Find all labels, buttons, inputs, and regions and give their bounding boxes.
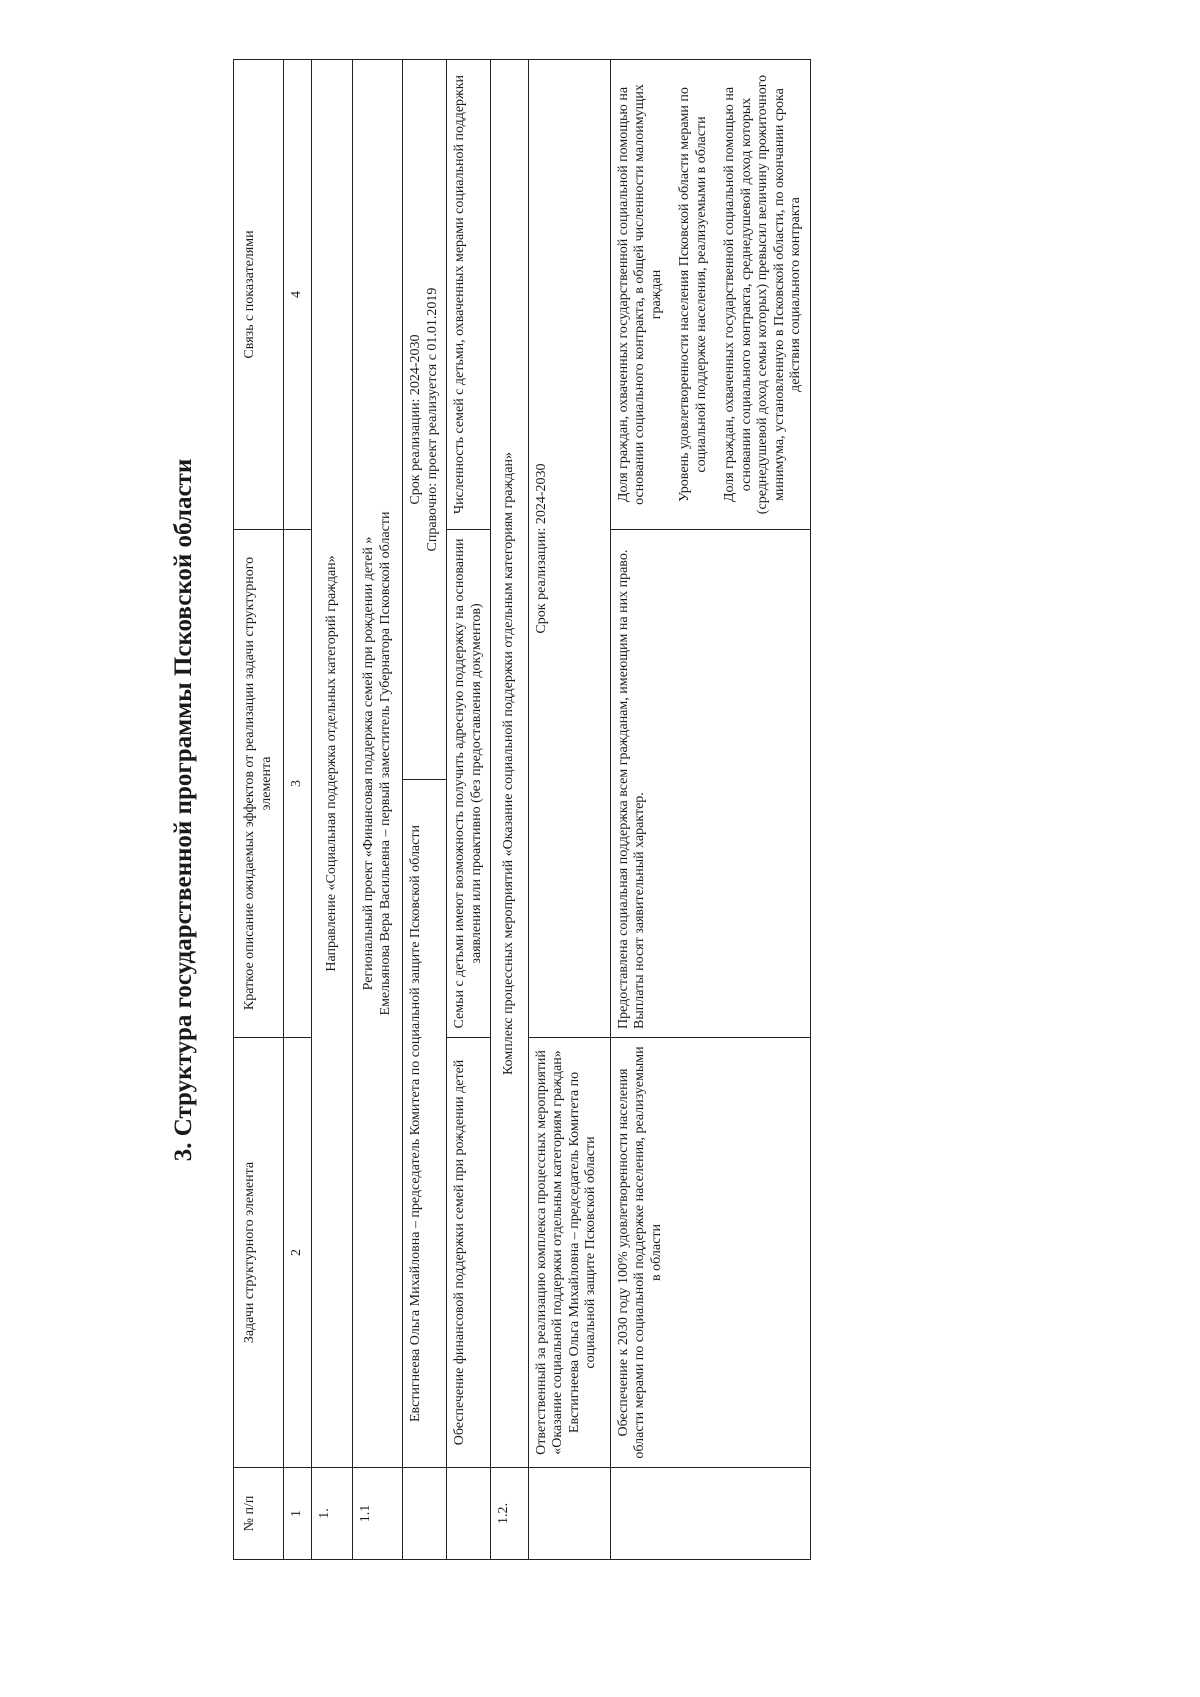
header-num: № п/п: [234, 1468, 284, 1560]
complex-indicators: [610, 60, 810, 530]
regional-responsible: Евстигнеева Ольга Михайловна – председатель Комитета по социальной защите Псковской области: [403, 780, 447, 1468]
empty-cell: [610, 1468, 810, 1560]
rotated-content: [170, 60, 1100, 1560]
empty-cell: [403, 1468, 447, 1560]
regional-project-line2: Емельянова Вера Васильевна – первый заместитель Губернатора Псковской области: [377, 511, 393, 1016]
direction-text: Направление «Социальная поддержка отдельных категорий граждан»: [311, 60, 353, 1468]
header-row: [234, 60, 284, 1560]
complex-effect: Предоставлена социальная поддержка всем гражданам, имеющим на них право. Выплаты носят заявительный характер.: [610, 530, 810, 1038]
column-number-row: [284, 60, 312, 1560]
colnum-4: 4: [284, 60, 312, 530]
direction-row: [311, 60, 353, 1560]
colnum-2: 2: [284, 1038, 312, 1468]
empty-cell: [447, 1468, 491, 1560]
page-title: 3. Структура государственной программы Псковской области: [170, 458, 197, 1162]
regional-task-row: [447, 60, 491, 1560]
complex-task: Обеспечение к 2030 году 100% удовлетворенности населения области мерами по социальной поддержке населения, реализуемыми в области: [610, 1038, 810, 1468]
colnum-1: 1: [284, 1468, 312, 1560]
regional-term-line1: Срок реализации: 2024-2030: [408, 334, 424, 505]
complex-task-row: [610, 60, 810, 1560]
regional-project-title: [353, 60, 403, 1468]
regional-effect: Семьи с детьми имеют возможность получить адресную поддержку на основании заявления или проактивно (без предоставления документов): [447, 530, 491, 1038]
complex-responsible: Ответственный за реализацию комплекса процессных мероприятий «Оказание социальной поддержки отдельным категориям граждан» Евстигнеева Ольга Михайловна – председатель Комитета по социальной защите Псковской области: [528, 1038, 610, 1468]
complex-indicator-2: Уровень удовлетворенности населения Псковской области мерами по социальной поддержке населения, реализуемыми в области: [677, 87, 709, 502]
regional-indicator: Численность семей с детьми, охваченных мерами социальной поддержки: [447, 60, 491, 530]
header-tasks: Задачи структурного элемента: [234, 1038, 284, 1468]
complex-title: Комплекс процессных мероприятий «Оказание социальной поддержки отдельным категориям граждан»: [491, 60, 529, 1468]
spacer: [710, 68, 722, 521]
complex-term: Срок реализации: 2024-2030: [528, 60, 610, 1038]
regional-project-line1: Региональный проект «Финансовая поддержка семей при рождении детей »: [361, 536, 377, 991]
header-effects: Краткое описание ожидаемых эффектов от реализации задачи структурного элемента: [234, 530, 284, 1038]
regional-project-row: [353, 60, 403, 1560]
regional-responsible-row: [403, 60, 447, 1560]
regional-task: Обеспечение финансовой поддержки семей при рождении детей: [447, 1038, 491, 1468]
spacer: [665, 68, 677, 521]
regional-term-line2: Справочно: проект реализуется с 01.01.2019: [424, 287, 440, 552]
colnum-3: 3: [284, 530, 312, 1038]
regional-project-num: 1.1: [353, 1468, 403, 1560]
complex-indicator-1: Доля граждан, охваченных государственной социальной помощью на основании социального контракта, в общей численности малоимущих граждан: [615, 84, 664, 505]
direction-num: 1.: [311, 1468, 353, 1560]
complex-num: 1.2.: [491, 1468, 529, 1560]
complex-responsible-row: [528, 60, 610, 1560]
complex-indicator-3: Доля граждан, охваченных государственной социальной помощью на основании социального контракта, среднедушевой доход которых (среднедушевой доход семьи которых) превысил величину прожиточного минимума, установленную в Псковской области, по окончании срока действия социального контракта: [722, 74, 804, 515]
complex-row: [491, 60, 529, 1560]
regional-term: [403, 60, 447, 780]
header-link: Связь с показателями: [234, 60, 284, 530]
empty-cell: [528, 1468, 610, 1560]
structure-table: [233, 59, 811, 1560]
